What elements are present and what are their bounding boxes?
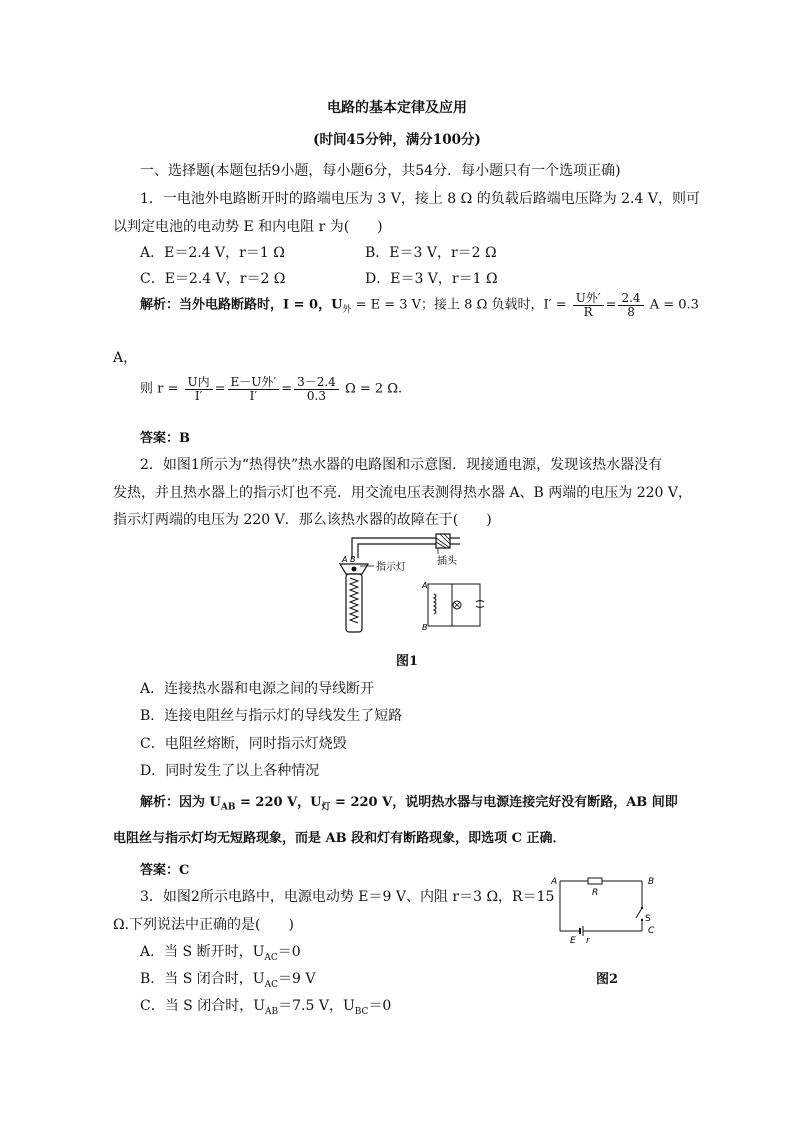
- section-heading: 一、选择题(本题包括9小题，每小题6分，共54分．每小题只有一个选项正确): [140, 163, 621, 179]
- fig1-plug-label: 插头: [437, 556, 457, 567]
- q3-stem-line2: Ω.下列说法中正确的是( ): [113, 917, 294, 933]
- page-title: 电路的基本定律及应用: [327, 100, 467, 116]
- q3-option-c: C．当 S 闭合时，$U_{AB}=7.5$ V，$U_{BC}=0$: [140, 998, 392, 1017]
- page-subtitle: (时间45分钟，满分100分): [313, 132, 481, 148]
- fig2-label-b: B: [648, 877, 655, 887]
- resistor-r-icon: [588, 878, 602, 884]
- fig2-label-r-internal: r: [586, 936, 590, 945]
- q1-option-c: C．E＝2.4 V，r＝2 Ω: [140, 271, 286, 287]
- q2-option-b: B．连接电阻丝与指示灯的导线发生了短路: [140, 708, 403, 724]
- fig1-label-b: B: [350, 555, 356, 564]
- q1-fraction-2: $\frac{2.4}{8}$: [618, 292, 643, 318]
- figure-2-circuit: [550, 873, 665, 945]
- fig1-schem-b: B: [422, 623, 428, 632]
- q2-solution-line1: 解析：因为 $U_{AB} = 220$ V，$U_灯 = 220$ V，说明热水器与电源连接完好没有断路，AB 间即: [140, 795, 678, 813]
- q1-sol-end: A = 0.3: [649, 297, 699, 313]
- q3-option-b: B．当 S 闭合时，$U_{AC}=9$ V: [140, 971, 316, 990]
- q1-solution-line1: 解析：当外电路断路时，I = 0，$U_外 = E = 3$ V；接上 8 Ω 负载时，I′ = U外′ R = $\frac{2.4}{8}$ A = 0.3: [140, 291, 699, 319]
- q1-then-end: Ω = 2 Ω.: [344, 381, 403, 397]
- fig1-label-a: A: [342, 555, 348, 564]
- q2-option-c: C．电阻丝熔断，同时指示灯烧毁: [140, 736, 347, 752]
- indicator-lamp-icon: [352, 567, 357, 572]
- q2-stem-line1: 2．如图1所示为“热得快”热水器的电路图和示意图．现接通电源，发现该热水器没有: [140, 457, 663, 473]
- q1-option-b: B．E＝3 V，r＝2 Ω: [365, 245, 497, 261]
- fig2-label-r: R: [592, 888, 599, 898]
- q2-answer: 答案：C: [140, 863, 190, 878]
- q2-solution-line2: 电阻丝与指示灯均无短路现象，而是 AB 段和灯有断路现象，即选项 C 正确．: [113, 831, 566, 846]
- q1-stem-line1: 1．一电池外电路断开时的路端电压为 3 V，接上 8 Ω 的负载后路端电压降为 2.4 V，则可: [140, 191, 700, 207]
- q3-option-a: A．当 S 断开时，$U_{AC}=0$: [140, 944, 301, 963]
- q1-fraction-5: $\frac{3-2.4}{0.3}$: [294, 376, 339, 402]
- q1-solution-line3: 则 r = U内 I′ = E－U外′ I′ = $\frac{3-2.4}{0.3}$ Ω = 2 Ω.: [140, 375, 403, 403]
- q1-sol-mid: = E = 3 V；接上 8 Ω 负载时，I′ =: [351, 297, 567, 313]
- fig2-label-a: A: [551, 877, 558, 887]
- q1-fraction-1: U外′ R: [573, 292, 604, 318]
- q1-then-prefix: 则 r =: [140, 381, 179, 397]
- fig2-label-s: S: [645, 914, 651, 924]
- q2-option-a: A．连接热水器和电源之间的导线断开: [140, 681, 375, 697]
- figure-1-caption: 图1: [396, 654, 419, 669]
- figure-1-heater: [330, 528, 500, 636]
- q1-option-d: D．E＝3 V，r＝1 Ω: [365, 271, 498, 287]
- q2-stem-line2: 发热，并且热水器上的指示灯也不亮．用交流电压表测得热水器 A、B 两端的电压为 220 V，: [113, 485, 693, 501]
- switch-s-icon[interactable]: [636, 908, 642, 918]
- q1-answer: 答案：B: [140, 431, 190, 446]
- q1-sol-sub: 外: [342, 305, 352, 316]
- fig1-lamp-label: 指示灯: [376, 562, 406, 573]
- fig1-schem-a: A: [422, 581, 428, 590]
- q2-stem-line3: 指示灯两端的电压为 220 V．那么该热水器的故障在于( ): [113, 512, 492, 528]
- figure-2-caption: 图2: [596, 972, 619, 987]
- q3-stem-line1: 3．如图2所示电路中，电源电动势 E＝9 V、内阻 r＝3 Ω，R＝15: [140, 889, 555, 905]
- q1-fraction-3: U内 I′: [185, 376, 213, 402]
- q1-fraction-4: E－U外′ I′: [228, 376, 280, 402]
- q1-stem-line2: 以判定电池的电动势 E 和内电阻 r 为( ): [113, 219, 383, 235]
- q1-sol-prefix: 解析：当外电路断路时，I = 0，U: [140, 297, 343, 313]
- fig2-label-c: C: [648, 926, 655, 936]
- q2-option-d: D．同时发生了以上各种情况: [140, 763, 320, 779]
- q1-solution-line2: A，: [113, 350, 138, 366]
- q1-option-a: A．E＝2.4 V，r＝1 Ω: [140, 245, 285, 261]
- fig2-label-e: E: [570, 936, 576, 945]
